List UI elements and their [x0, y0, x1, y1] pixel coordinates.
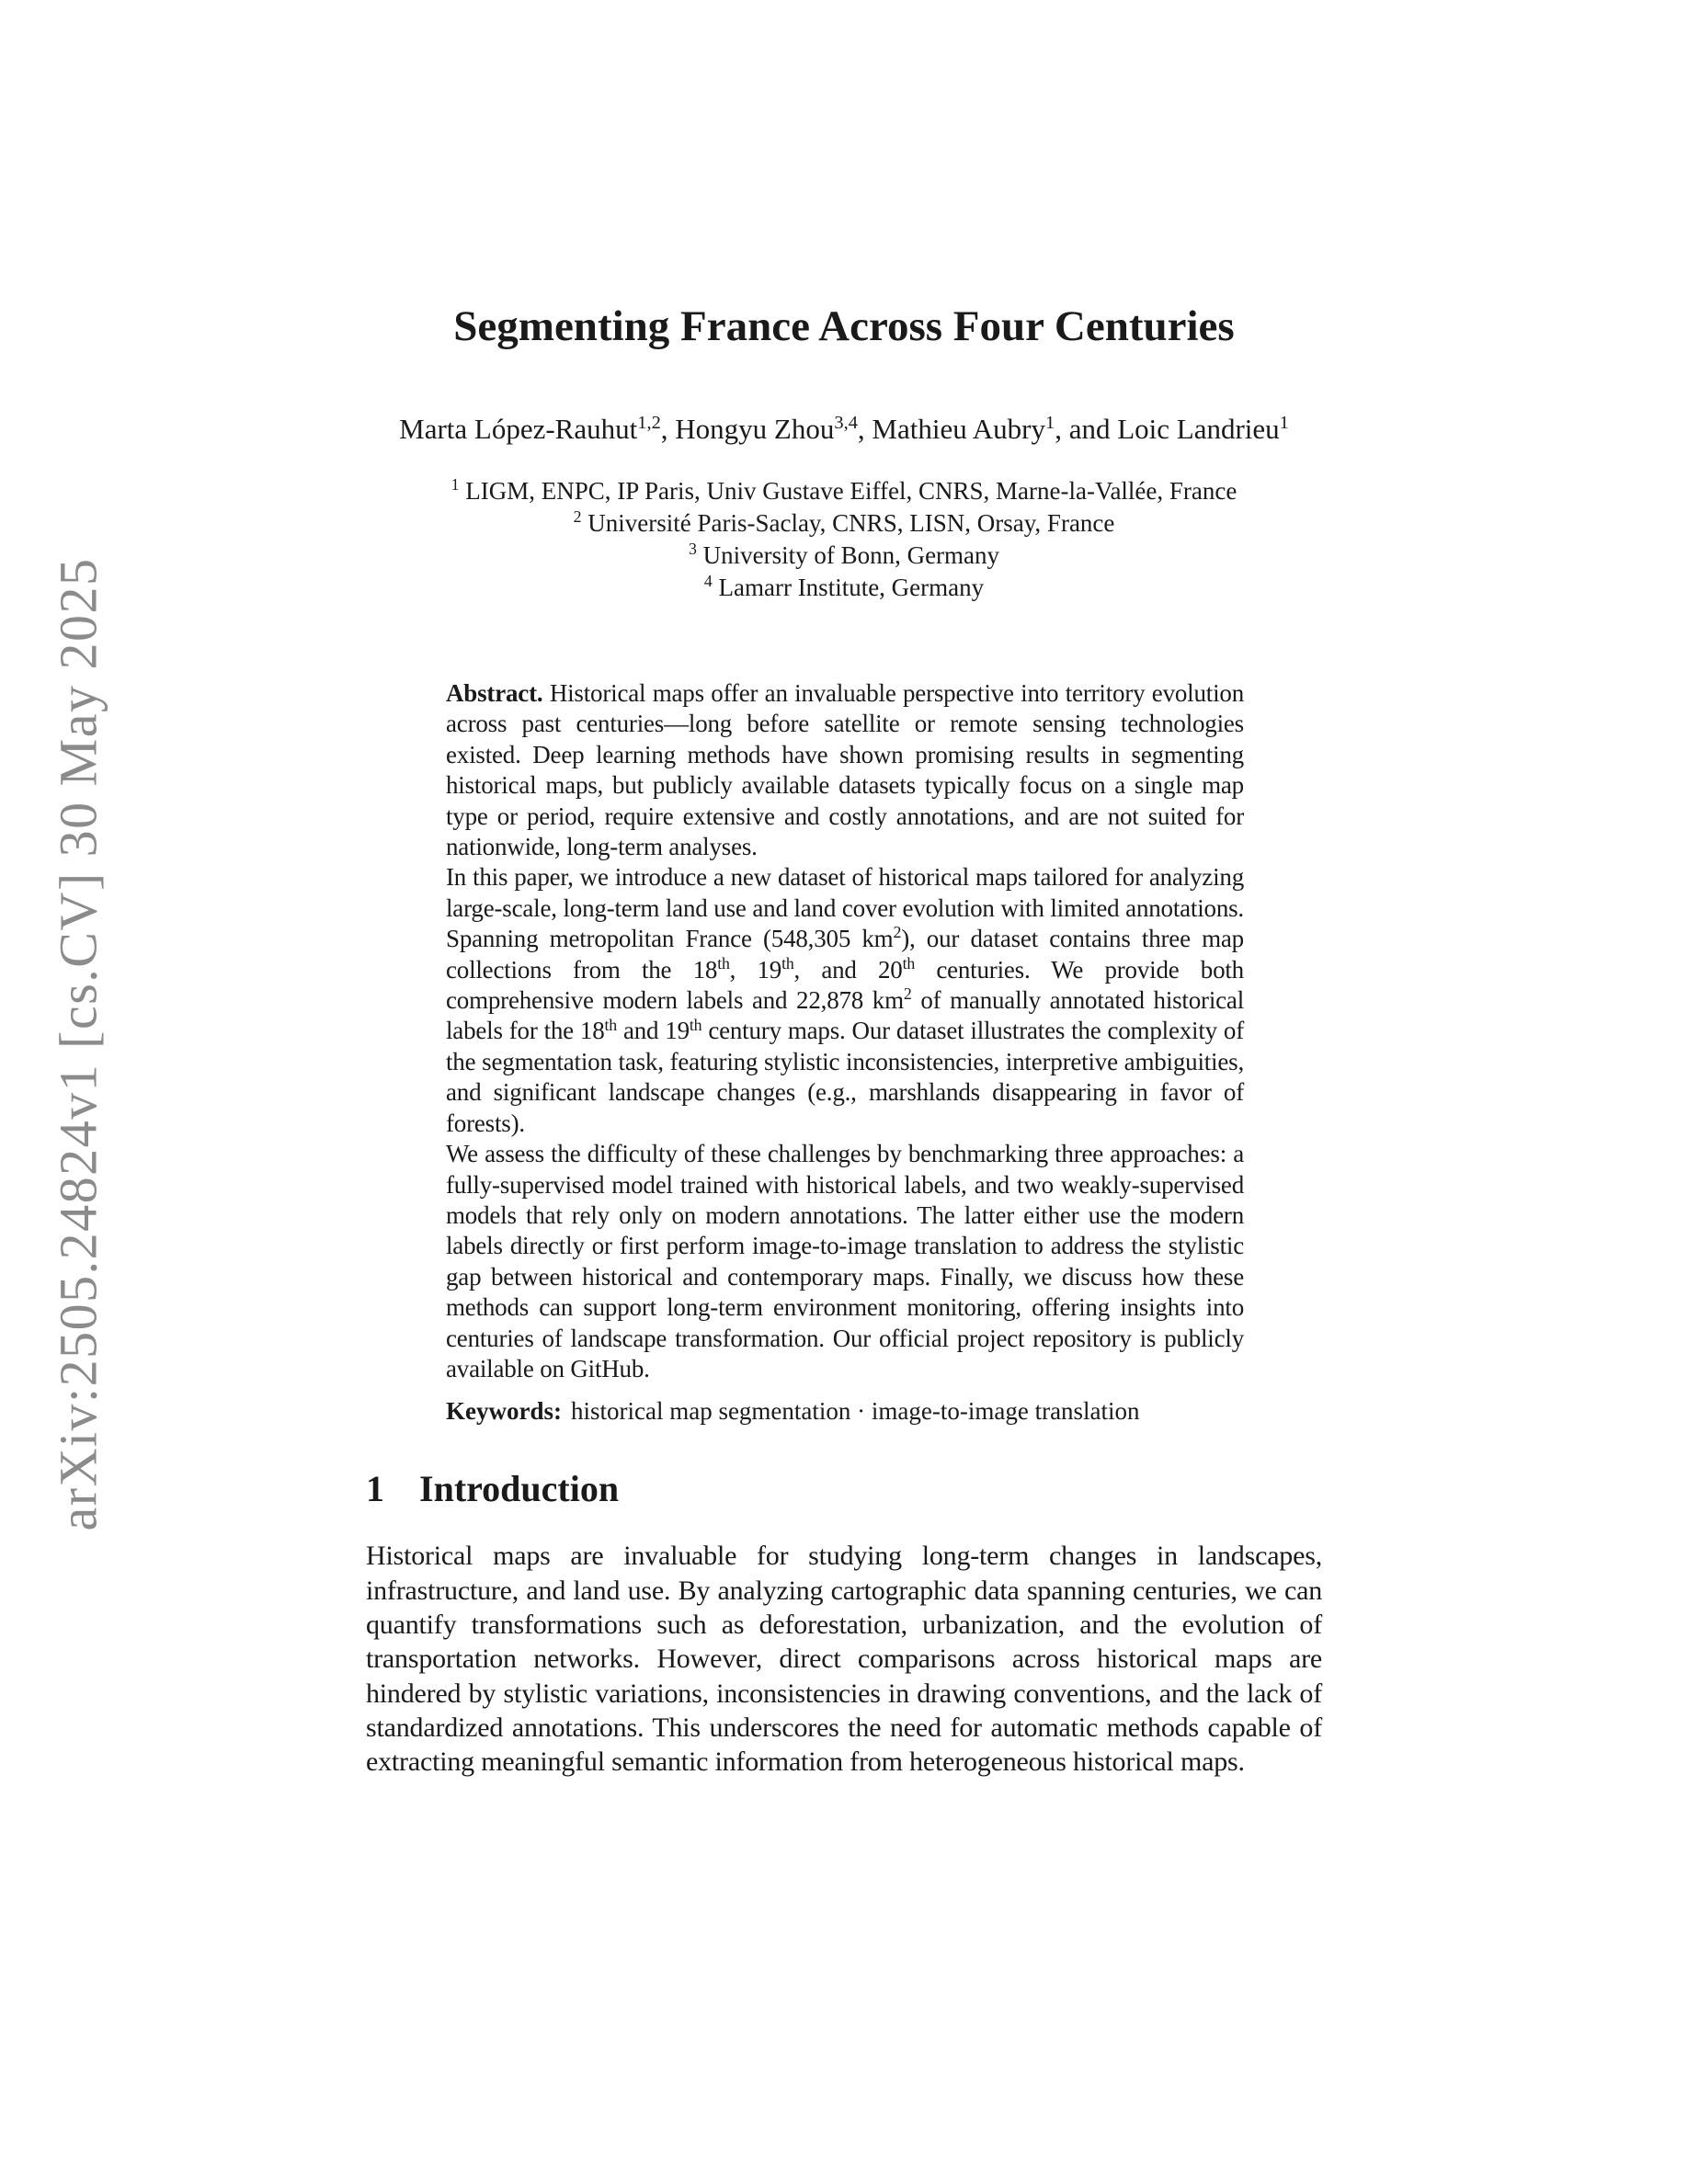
keywords-label: Keywords: [446, 1397, 562, 1426]
affiliation-list [366, 475, 1322, 604]
section-number: 1 [366, 1468, 384, 1510]
section-heading [366, 1468, 1322, 1510]
affiliation-item-2: $^2$ Université Paris-Saclay, CNRS, LISN, Orsay, France [573, 507, 1115, 537]
affiliation-item-4: $^4$ Lamarr Institute, Germany [703, 572, 985, 601]
keywords-text: historical map segmentation · image-to-image translation [570, 1397, 1140, 1426]
abstract-paragraph-3: We assess the difficulty of these challenges by benchmarking three approaches: a fully-supervised model trained with historical labels, and two weakly-supervised models that rely only on modern annotations. The latter either use the modern labels directly or first perform image-to-image translation to address the stylistic gap between historical and contemporary maps. Finally, we discuss how these methods can support long-term environment monitoring, offering insights into centuries of landscape transformation. Our official project repository is publicly available on GitHub. [446, 1140, 1244, 1382]
abstract-paragraph-1: Abstract. Historical maps offer an invaluable perspective into territory evolution across past centuries—long before satellite or remote sensing technologies existed. Deep learning methods have shown promising results in segmenting historical maps, but publicly available datasets typically focus on a single map type or period, require extensive and costly annotations, and are not suited for nationwide, long-term analyses. [446, 679, 1244, 861]
keywords-line [446, 1395, 1244, 1427]
affiliation-item-1: $^1$ LIGM, ENPC, IP Paris, Univ Gustave Eiffel, CNRS, Marne-la-Vallée, France [451, 475, 1237, 505]
author-line: Marta López-Rauhut$^{1,2}$, Hongyu Zhou$^{3,4}$, Mathieu Aubry$^1$, and Loic Landrieu$^1$ [399, 412, 1289, 445]
intro-paragraph: Historical maps are invaluable for studying long-term changes in landscapes, infrastructure, and land use. By analyzing cartographic data spanning centuries, we can quantify transformations such as deforestation, urbanization, and the evolution of transportation networks. However, direct comparisons across historical maps are hindered by stylistic variations, inconsistencies in drawing conventions, and the lack of standardized annotations. This underscores the need for automatic methods capable of extracting meaningful semantic information from heterogeneous historical maps. [366, 1541, 1322, 1778]
affiliation-item-3: $^3$ University of Bonn, Germany [688, 540, 1000, 569]
abstract-and-body [366, 678, 1322, 1779]
section-title: Introduction [419, 1468, 620, 1510]
paper-title: Segmenting France Across Four Centuries [453, 302, 1235, 350]
arxiv-watermark: arXiv:2505.24824v1 [cs.CV] 30 May 2025 [48, 557, 108, 1531]
abstract-paragraph-2: In this paper, we introduce a new dataset of historical maps tailored for analyzing large-scale, long-term land use and land cover evolution with limited annotations. Spanning metropolitan France (548,305 $km^2$), our dataset contains three map collections from the 18th, 19th, and 20th centuries. We provide both comprehensive modern labels and 22,878 $km^2$ of manually annotated historical labels for the 18th and 19th century maps. Our dataset illustrates the complexity of the segmentation task, featuring stylistic inconsistencies, interpretive ambiguities, and significant landscape changes (e.g., marshlands disappearing in favor of forests). [446, 863, 1244, 1137]
